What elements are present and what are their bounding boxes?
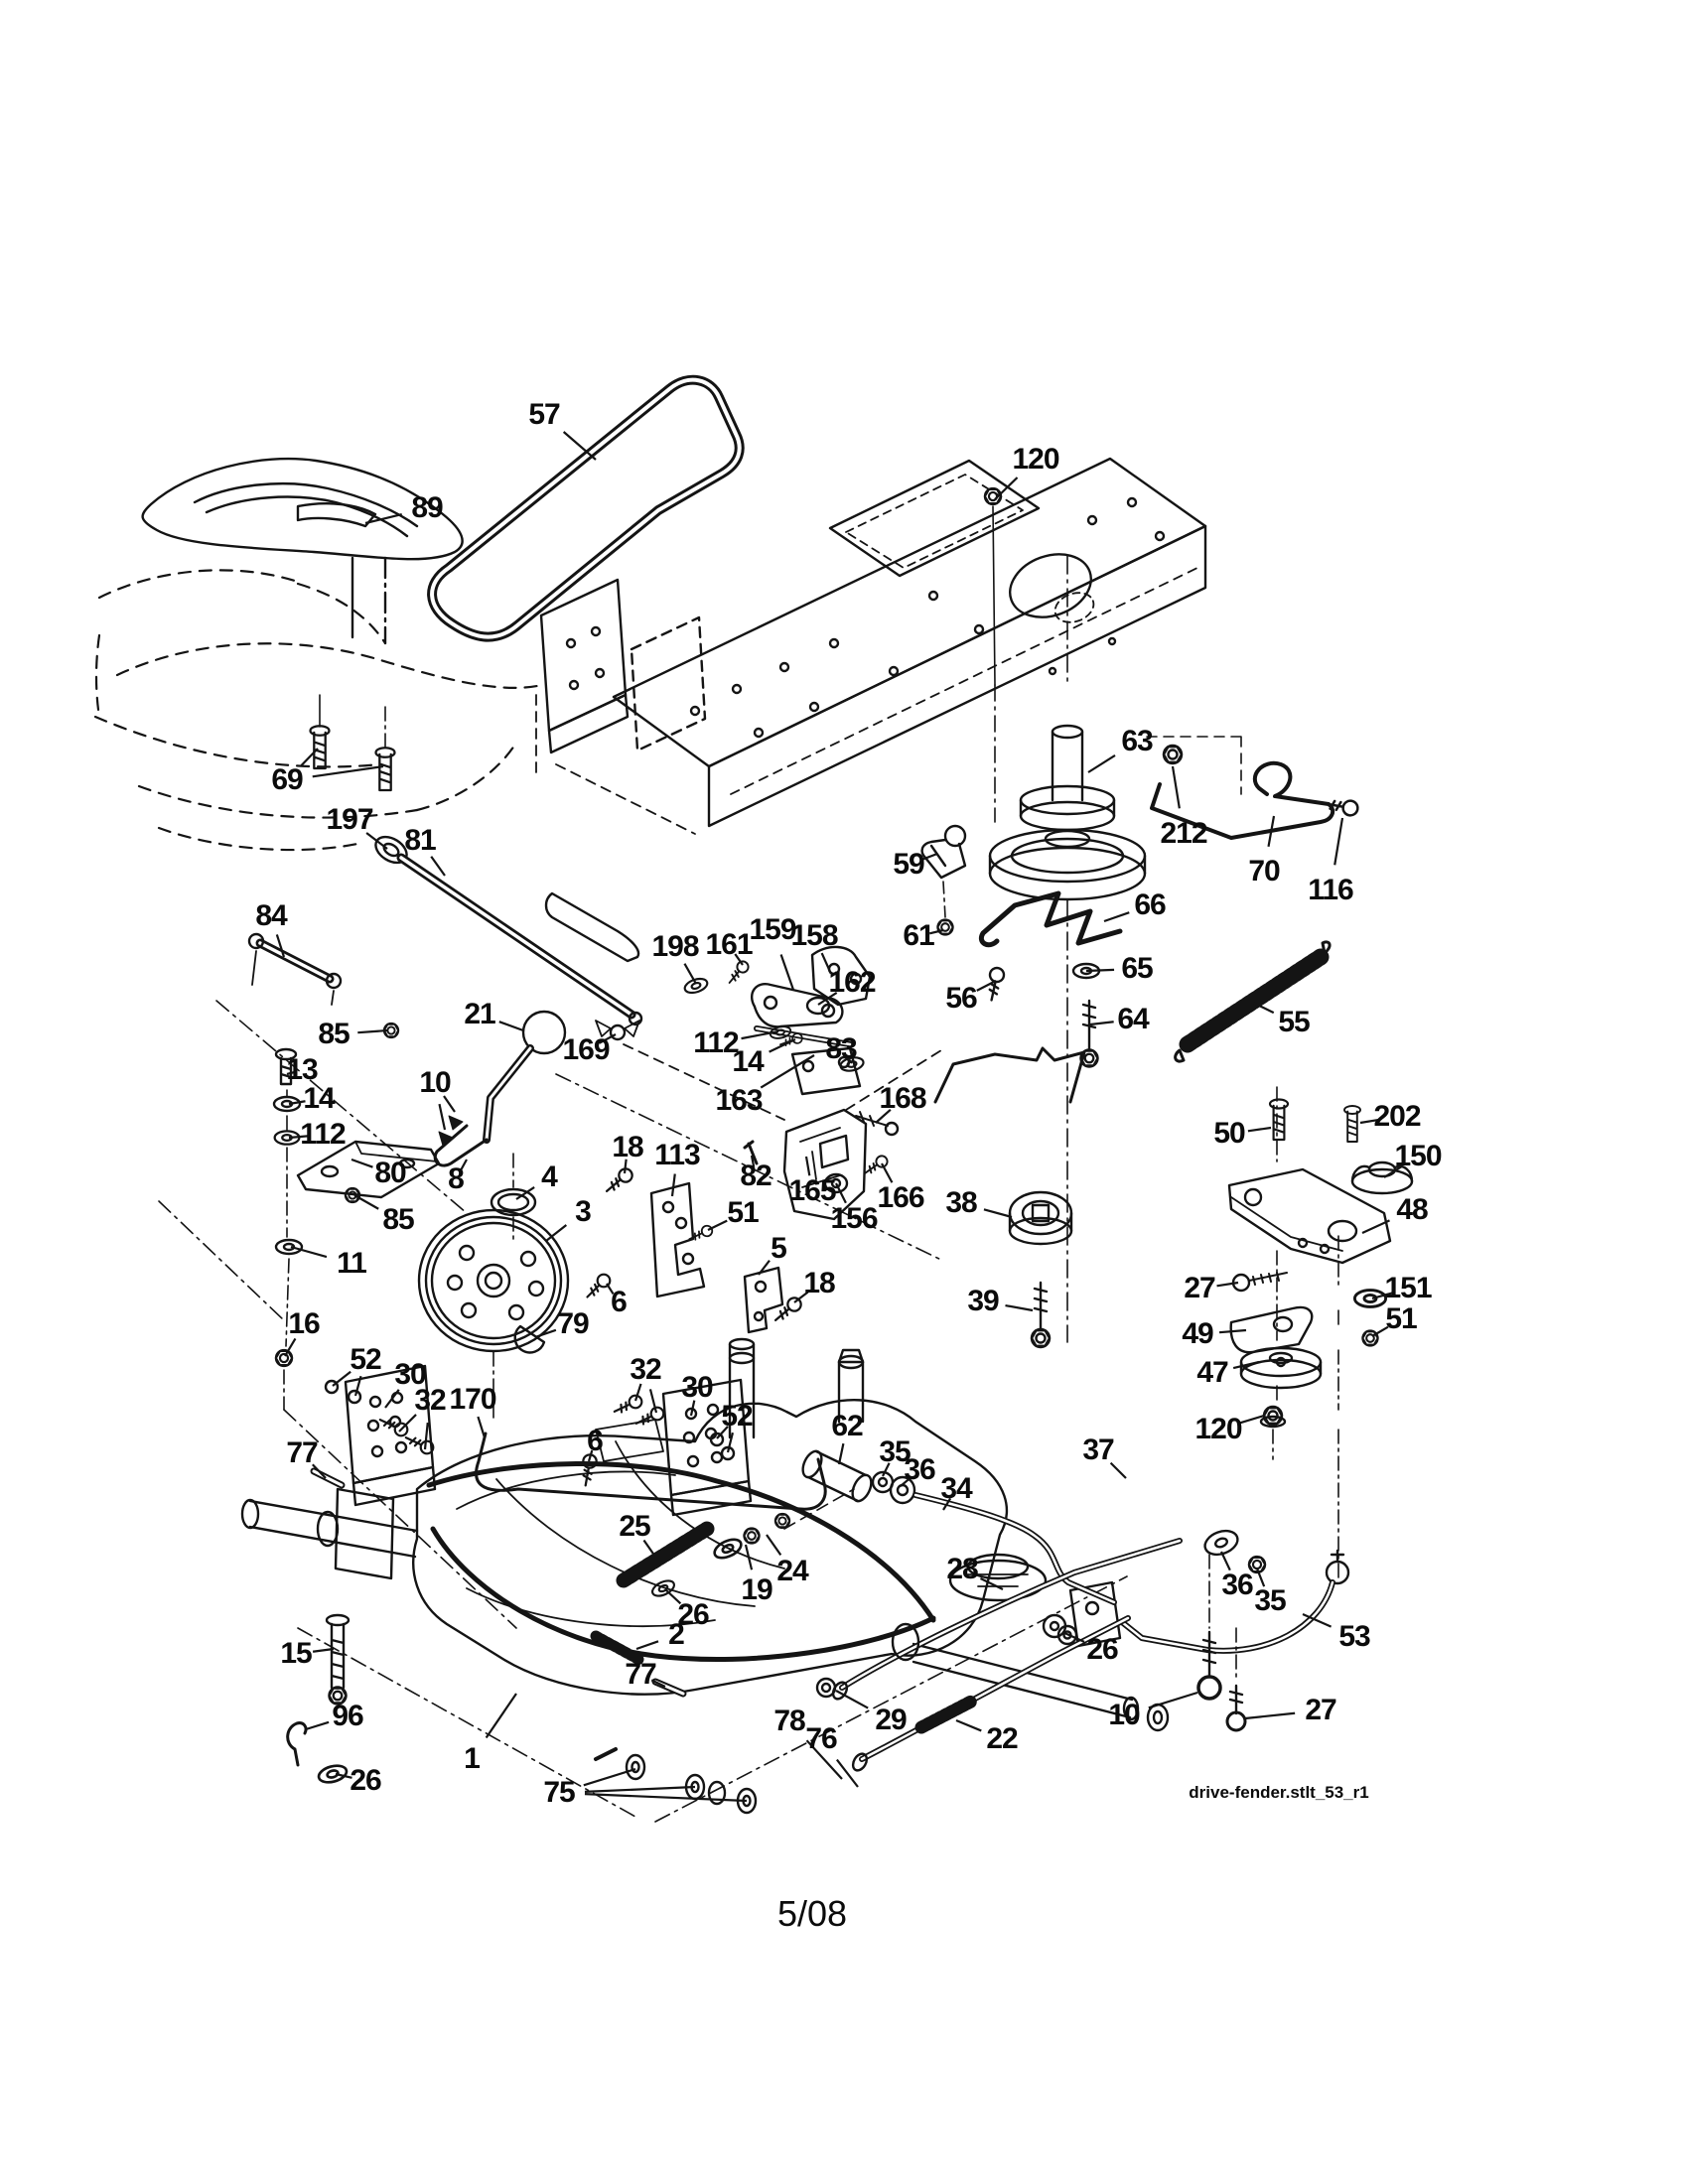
part-label-168: 168 bbox=[879, 1082, 926, 1115]
part-label-26: 26 bbox=[350, 1764, 381, 1797]
part-label-85: 85 bbox=[382, 1203, 414, 1236]
part-label-32: 32 bbox=[630, 1353, 661, 1386]
part-label-32: 32 bbox=[414, 1384, 446, 1417]
part-label-112: 112 bbox=[693, 1026, 739, 1059]
part-label-85: 85 bbox=[318, 1018, 350, 1050]
part-label-69: 69 bbox=[271, 763, 303, 796]
part-label-212: 212 bbox=[1160, 817, 1207, 850]
part-label-38: 38 bbox=[945, 1186, 977, 1219]
part-label-83: 83 bbox=[825, 1032, 857, 1065]
part-label-37: 37 bbox=[1082, 1433, 1114, 1466]
part-label-77: 77 bbox=[286, 1436, 318, 1469]
part-label-170: 170 bbox=[449, 1383, 496, 1416]
part-label-64: 64 bbox=[1117, 1003, 1149, 1035]
part-label-57: 57 bbox=[528, 398, 560, 431]
part-label-19: 19 bbox=[741, 1573, 772, 1606]
part-label-48: 48 bbox=[1396, 1193, 1428, 1226]
part-label-26: 26 bbox=[677, 1598, 709, 1631]
page-date-code: 5/08 bbox=[776, 1893, 848, 1934]
part-label-15: 15 bbox=[280, 1637, 312, 1670]
part-label-63: 63 bbox=[1121, 725, 1153, 757]
part-label-39: 39 bbox=[967, 1285, 999, 1317]
part-label-113: 113 bbox=[654, 1139, 700, 1171]
part-label-18: 18 bbox=[803, 1267, 835, 1299]
part-label-10: 10 bbox=[419, 1066, 451, 1099]
part-label-89: 89 bbox=[411, 491, 443, 524]
part-label-18: 18 bbox=[612, 1131, 643, 1163]
part-label-13: 13 bbox=[286, 1053, 318, 1086]
part-label-62: 62 bbox=[831, 1410, 863, 1442]
part-label-65: 65 bbox=[1121, 952, 1153, 985]
part-label-35: 35 bbox=[879, 1435, 911, 1468]
part-label-66: 66 bbox=[1134, 888, 1166, 921]
part-label-70: 70 bbox=[1248, 855, 1280, 887]
part-label-55: 55 bbox=[1278, 1006, 1310, 1038]
part-label-51: 51 bbox=[1385, 1302, 1417, 1335]
part-label-14: 14 bbox=[732, 1045, 764, 1078]
part-label-84: 84 bbox=[255, 899, 287, 932]
part-label-22: 22 bbox=[986, 1722, 1018, 1755]
part-label-52: 52 bbox=[721, 1400, 753, 1433]
part-label-14: 14 bbox=[303, 1082, 335, 1115]
part-label-47: 47 bbox=[1196, 1356, 1228, 1389]
part-label-198: 198 bbox=[651, 930, 699, 963]
part-label-112: 112 bbox=[300, 1118, 346, 1151]
part-label-59: 59 bbox=[893, 848, 924, 881]
part-label-29: 29 bbox=[875, 1704, 907, 1736]
part-label-24: 24 bbox=[776, 1555, 808, 1587]
part-label-21: 21 bbox=[464, 998, 495, 1030]
part-label-116: 116 bbox=[1308, 874, 1353, 906]
part-label-50: 50 bbox=[1213, 1117, 1245, 1150]
part-label-6: 6 bbox=[587, 1425, 603, 1457]
part-label-30: 30 bbox=[681, 1371, 713, 1404]
part-label-159: 159 bbox=[749, 913, 796, 946]
part-label-30: 30 bbox=[394, 1358, 426, 1391]
part-label-16: 16 bbox=[288, 1307, 320, 1340]
part-label-197: 197 bbox=[326, 803, 373, 836]
part-label-120: 120 bbox=[1012, 443, 1059, 476]
part-label-158: 158 bbox=[790, 919, 838, 952]
part-label-5: 5 bbox=[771, 1232, 786, 1265]
part-label-166: 166 bbox=[877, 1181, 924, 1214]
part-label-156: 156 bbox=[830, 1202, 878, 1235]
part-label-81: 81 bbox=[404, 824, 436, 857]
part-label-36: 36 bbox=[904, 1453, 935, 1486]
part-label-96: 96 bbox=[332, 1700, 363, 1732]
part-label-11: 11 bbox=[337, 1247, 366, 1280]
part-label-53: 53 bbox=[1338, 1620, 1370, 1653]
part-label-61: 61 bbox=[903, 919, 934, 952]
part-label-202: 202 bbox=[1373, 1100, 1421, 1133]
part-label-169: 169 bbox=[562, 1033, 610, 1066]
part-label-27: 27 bbox=[1305, 1694, 1336, 1726]
part-label-76: 76 bbox=[805, 1722, 837, 1755]
part-label-25: 25 bbox=[619, 1510, 650, 1543]
part-label-8: 8 bbox=[448, 1162, 464, 1195]
part-label-162: 162 bbox=[828, 966, 876, 999]
part-label-27: 27 bbox=[1184, 1272, 1215, 1304]
part-label-79: 79 bbox=[557, 1307, 589, 1340]
part-label-78: 78 bbox=[773, 1705, 805, 1737]
part-label-35: 35 bbox=[1254, 1584, 1286, 1617]
part-label-34: 34 bbox=[940, 1472, 972, 1505]
part-label-80: 80 bbox=[374, 1157, 406, 1189]
part-label-26: 26 bbox=[1086, 1633, 1118, 1666]
part-label-1: 1 bbox=[464, 1742, 480, 1775]
watermark-text: drive-fender.stlt_53_r1 bbox=[1189, 1783, 1369, 1802]
part-label-52: 52 bbox=[350, 1343, 381, 1376]
part-label-6: 6 bbox=[611, 1286, 627, 1318]
part-label-10: 10 bbox=[1108, 1699, 1140, 1731]
part-label-82: 82 bbox=[740, 1160, 772, 1192]
part-label-56: 56 bbox=[945, 982, 977, 1015]
part-label-120: 120 bbox=[1194, 1413, 1242, 1445]
part-label-150: 150 bbox=[1394, 1140, 1442, 1172]
part-label-151: 151 bbox=[1384, 1272, 1432, 1304]
part-label-75: 75 bbox=[543, 1776, 575, 1809]
part-label-165: 165 bbox=[788, 1174, 836, 1207]
part-label-51: 51 bbox=[727, 1196, 759, 1229]
part-label-4: 4 bbox=[541, 1160, 557, 1193]
part-label-28: 28 bbox=[946, 1553, 978, 1585]
part-label-77: 77 bbox=[625, 1658, 656, 1691]
part-label-161: 161 bbox=[705, 928, 753, 961]
part-label-163: 163 bbox=[715, 1084, 763, 1117]
part-label-49: 49 bbox=[1182, 1317, 1213, 1350]
part-label-2: 2 bbox=[668, 1618, 684, 1651]
part-label-36: 36 bbox=[1221, 1569, 1253, 1601]
part-label-3: 3 bbox=[575, 1195, 591, 1228]
